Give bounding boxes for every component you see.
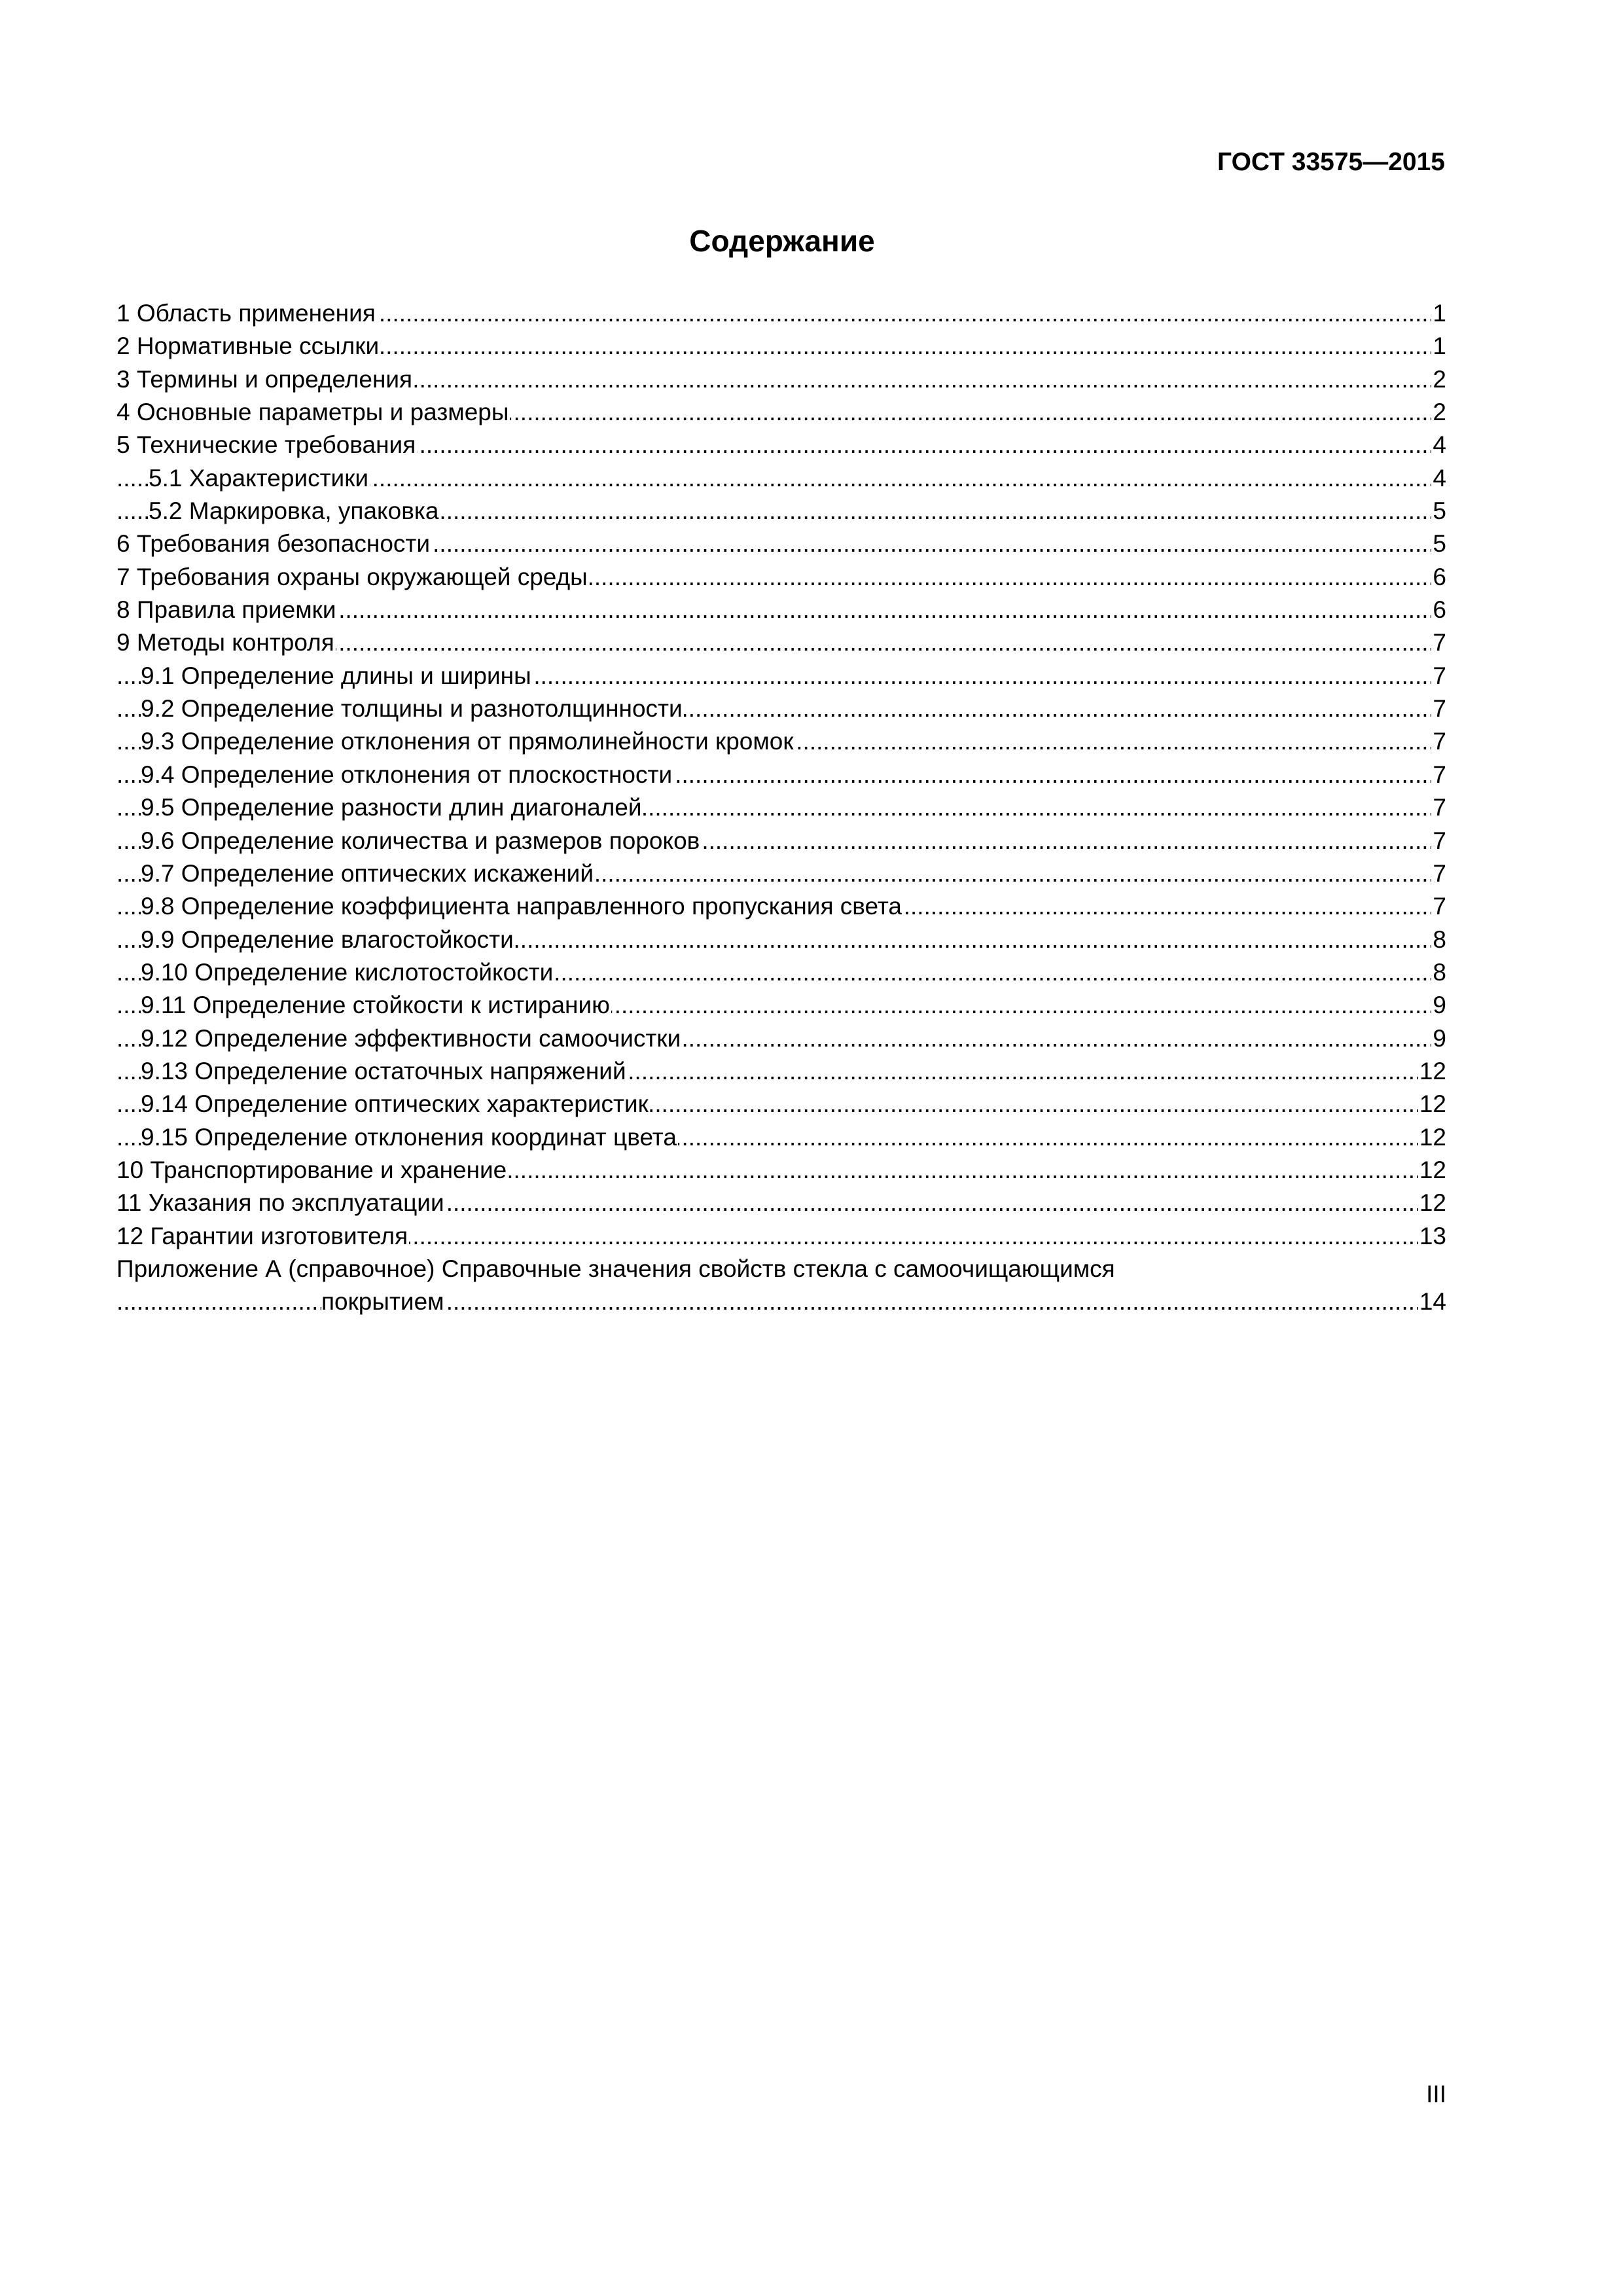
toc-entry-title: 9.3 Определение отклонения от прямолинейности кромок	[141, 725, 795, 758]
toc-entry[interactable]	[116, 626, 1446, 659]
toc-entry-page: 1	[1431, 330, 1446, 363]
toc-entry-title: 9.14 Определение оптических характеристик	[141, 1088, 650, 1121]
toc-entry[interactable]	[116, 759, 1446, 791]
toc-entry-page: 9	[1431, 989, 1446, 1022]
toc-entry-page: 12	[1418, 1088, 1446, 1121]
toc-entry-page: 7	[1431, 825, 1446, 857]
toc-entry[interactable]	[116, 1154, 1446, 1187]
toc-entry[interactable]	[116, 462, 1446, 495]
toc-entry-page: 14	[1418, 1285, 1446, 1318]
toc-entry-title: 9.7 Определение оптических искажений	[141, 857, 595, 890]
toc-entry[interactable]	[116, 1187, 1446, 1219]
toc-entry-page: 8	[1431, 924, 1446, 956]
toc-entry-page: 12	[1418, 1121, 1446, 1154]
toc-entry-title: 5 Технические требования	[116, 429, 417, 461]
toc-entry-title: 9.13 Определение остаточных напряжений	[141, 1055, 628, 1088]
toc-entry-page: 6	[1431, 561, 1446, 594]
toc-entry-title: Приложение А (справочное) Справочные значения свойств стекла с самоочищающимся	[116, 1253, 1116, 1285]
toc-entry[interactable]	[116, 1088, 1446, 1121]
toc-entry[interactable]	[116, 297, 1446, 330]
toc-entry-page: 7	[1431, 890, 1446, 923]
toc-entry-page: 5	[1431, 495, 1446, 528]
toc-entry[interactable]	[116, 330, 1446, 363]
toc-entry-title: 5.1 Характеристики	[149, 462, 370, 495]
toc-entry[interactable]	[116, 857, 1446, 890]
toc-entry-title: 6 Требования безопасности	[116, 528, 431, 560]
toc-entry-title: 12 Гарантии изготовителя	[116, 1220, 409, 1253]
toc-entry-page: 4	[1431, 429, 1446, 461]
toc-entry-page: 1	[1431, 297, 1446, 330]
toc-entry-page: 8	[1431, 956, 1446, 989]
toc-entry-title: 9.2 Определение толщины и разнотолщинности	[141, 692, 684, 725]
toc-entry-title: 9.15 Определение отклонения координат цвета	[141, 1121, 678, 1154]
toc-entry-page: 12	[1418, 1055, 1446, 1088]
toc-entry[interactable]	[116, 1022, 1446, 1055]
toc-entry-title: 4 Основные параметры и размеры	[116, 396, 510, 429]
toc-entry-title: 9.11 Определение стойкости к истиранию	[141, 989, 611, 1022]
toc-entry[interactable]	[116, 1121, 1446, 1154]
toc-entry-title: 3 Термины и определения	[116, 363, 414, 396]
toc-entry-title: 9.6 Определение количества и размеров пороков	[141, 825, 701, 857]
toc-entry[interactable]	[116, 791, 1446, 824]
toc-entry[interactable]	[116, 429, 1446, 461]
toc-entry-page: 7	[1431, 759, 1446, 791]
toc-entry-title: 11 Указания по эксплуатации	[116, 1187, 446, 1219]
toc-entry[interactable]	[116, 956, 1446, 989]
toc-entry-title: покрытием	[321, 1285, 446, 1318]
toc-entry-page: 7	[1431, 725, 1446, 758]
toc-entry-page: 6	[1431, 594, 1446, 626]
toc-entry-title: 9.12 Определение эффективности самоочистки	[141, 1022, 682, 1055]
toc-entry[interactable]	[116, 924, 1446, 956]
toc-entry[interactable]	[116, 1055, 1446, 1088]
toc-leader-dots	[116, 1285, 1446, 1318]
toc-entry-page: 4	[1431, 462, 1446, 495]
toc-entry-title: 8 Правила приемки	[116, 594, 338, 626]
toc-entry[interactable]	[116, 989, 1446, 1022]
toc-entry-title: 9.5 Определение разности длин диагоналей	[141, 791, 643, 824]
toc-entry-page: 9	[1431, 1022, 1446, 1055]
toc-entry-title: 2 Нормативные ссылки	[116, 330, 380, 363]
toc-entry-title: 7 Требования охраны окружающей среды	[116, 561, 589, 594]
toc-entry-title: 10 Транспортирование и хранение	[116, 1154, 508, 1187]
toc-entry-page: 5	[1431, 528, 1446, 560]
toc-entry-title: 9.4 Определение отклонения от плоскостности	[141, 759, 673, 791]
toc-entry-page: 7	[1431, 660, 1446, 692]
toc-entry-page: 13	[1418, 1220, 1446, 1253]
toc-entry[interactable]	[116, 495, 1446, 528]
toc-entry-page: 12	[1418, 1154, 1446, 1187]
page-number: III	[1426, 2081, 1446, 2108]
toc-entry-page: 12	[1418, 1187, 1446, 1219]
toc-entry-title: 9.1 Определение длины и ширины	[141, 660, 533, 692]
toc-entry[interactable]	[116, 396, 1446, 429]
toc-entry[interactable]	[116, 725, 1446, 758]
toc-entry-title: 9 Методы контроля	[116, 626, 336, 659]
toc-entry[interactable]	[116, 594, 1446, 626]
page-title: Содержание	[689, 224, 875, 258]
toc-entry-title: 1 Область применения	[116, 297, 377, 330]
table-of-contents	[116, 297, 1446, 1319]
toc-entry[interactable]	[116, 1285, 1446, 1318]
document-header-standard: ГОСТ 33575—2015	[1217, 148, 1445, 176]
toc-entry[interactable]	[116, 825, 1446, 857]
toc-entry[interactable]	[116, 528, 1446, 560]
toc-entry-page: 7	[1431, 857, 1446, 890]
toc-entry-title: 9.8 Определение коэффициента направленного пропускания света	[141, 890, 903, 923]
toc-entry[interactable]	[116, 363, 1446, 396]
toc-entry-page: 2	[1431, 396, 1446, 429]
toc-entry[interactable]	[116, 1220, 1446, 1253]
toc-entry[interactable]	[116, 561, 1446, 594]
toc-entry-title: 5.2 Маркировка, упаковка	[149, 495, 440, 528]
toc-entry-title: 9.10 Определение кислотостойкости	[141, 956, 554, 989]
toc-entry-page: 7	[1431, 626, 1446, 659]
toc-entry[interactable]	[116, 692, 1446, 725]
toc-entry-page: 7	[1431, 791, 1446, 824]
toc-entry-title: 9.9 Определение влагостойкости	[141, 924, 515, 956]
toc-entry[interactable]	[116, 890, 1446, 923]
toc-entry[interactable]	[116, 660, 1446, 692]
toc-entry-page: 2	[1431, 363, 1446, 396]
toc-entry-page: 7	[1431, 692, 1446, 725]
toc-entry[interactable]	[116, 1253, 1446, 1285]
